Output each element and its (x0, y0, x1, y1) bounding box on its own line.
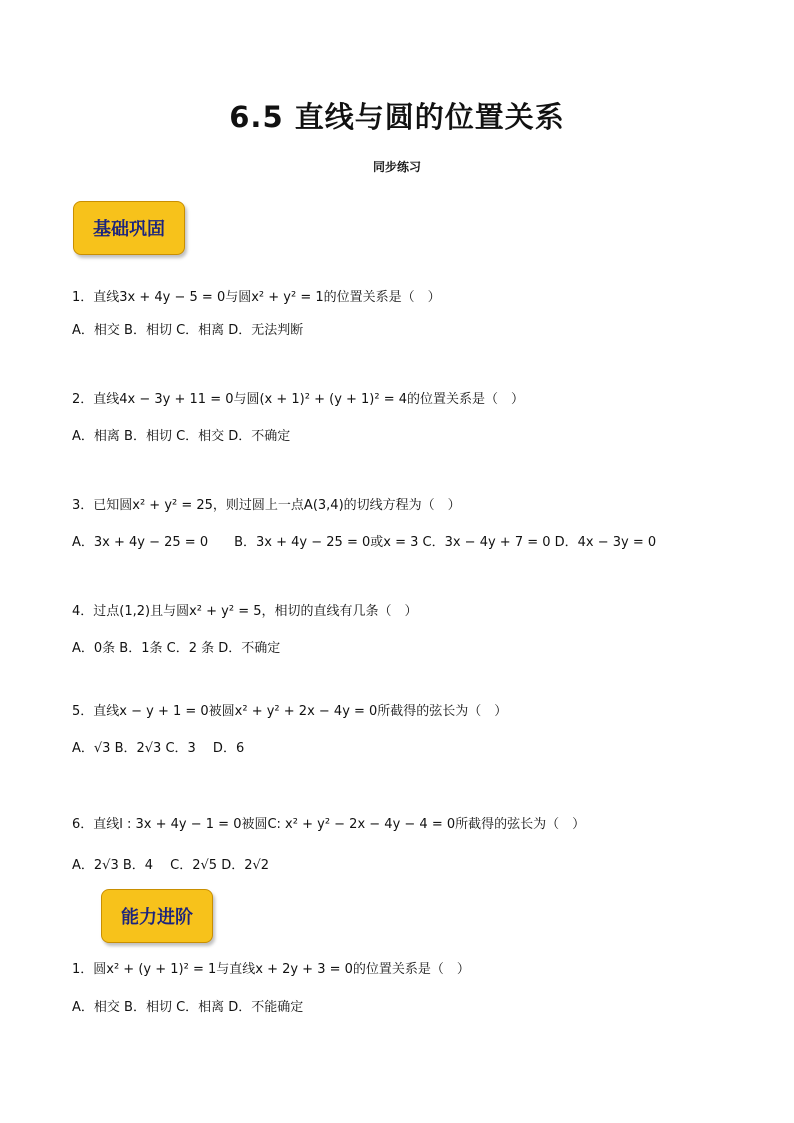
question-options: A．0条 B．1条 C．2 条 D．不确定 (72, 641, 281, 656)
section-badge-basic: 基础巩固 (73, 201, 185, 255)
question-stem: 3．已知圆x² + y² = 25，则过圆上一点A(3,4)的切线方程为（ ） (72, 498, 461, 513)
question-stem: 2．直线4x − 3y + 11 = 0与圆(x + 1)² + (y + 1)² = 4的位置关系是（ ） (72, 392, 525, 407)
section-badge-advanced: 能力进阶 (101, 889, 213, 943)
question-options: A．相离 B．相切 C．相交 D．不确定 (72, 429, 291, 444)
question-options: A．2√3 B．4 C．2√5 D．2√2 (72, 858, 270, 873)
page-title: 6.5 直线与圆的位置关系 (229, 100, 565, 134)
question-stem: 1．直线3x + 4y − 5 = 0与圆x² + y² = 1的位置关系是（ ） (72, 290, 441, 305)
question-options: A．3x + 4y − 25 = 0 B．3x + 4y − 25 = 0或x = 3 C．3x − 4y + 7 = 0 D．4x − 3y = 0 (72, 535, 657, 550)
question-options: A．√3 B．2√3 C．3 D．6 (72, 741, 245, 756)
question-stem: 6．直线l : 3x + 4y − 1 = 0被圆C: x² + y² − 2x − 4y − 4 = 0所截得的弦长为（ ） (72, 817, 586, 832)
question-options: A．相交 B．相切 C．相离 D．不能确定 (72, 1000, 304, 1015)
page-subtitle: 同步练习 (372, 160, 421, 174)
question-options: A．相交 B．相切 C．相离 D．无法判断 (72, 323, 304, 338)
question-stem: 5．直线x − y + 1 = 0被圆x² + y² + 2x − 4y = 0所截得的弦长为（ ） (72, 704, 508, 719)
question-stem: 1．圆x² + (y + 1)² = 1与直线x + 2y + 3 = 0的位置关系是（ ） (72, 962, 470, 977)
question-stem: 4．过点(1,2)且与圆x² + y² = 5，相切的直线有几条（ ） (72, 604, 418, 619)
